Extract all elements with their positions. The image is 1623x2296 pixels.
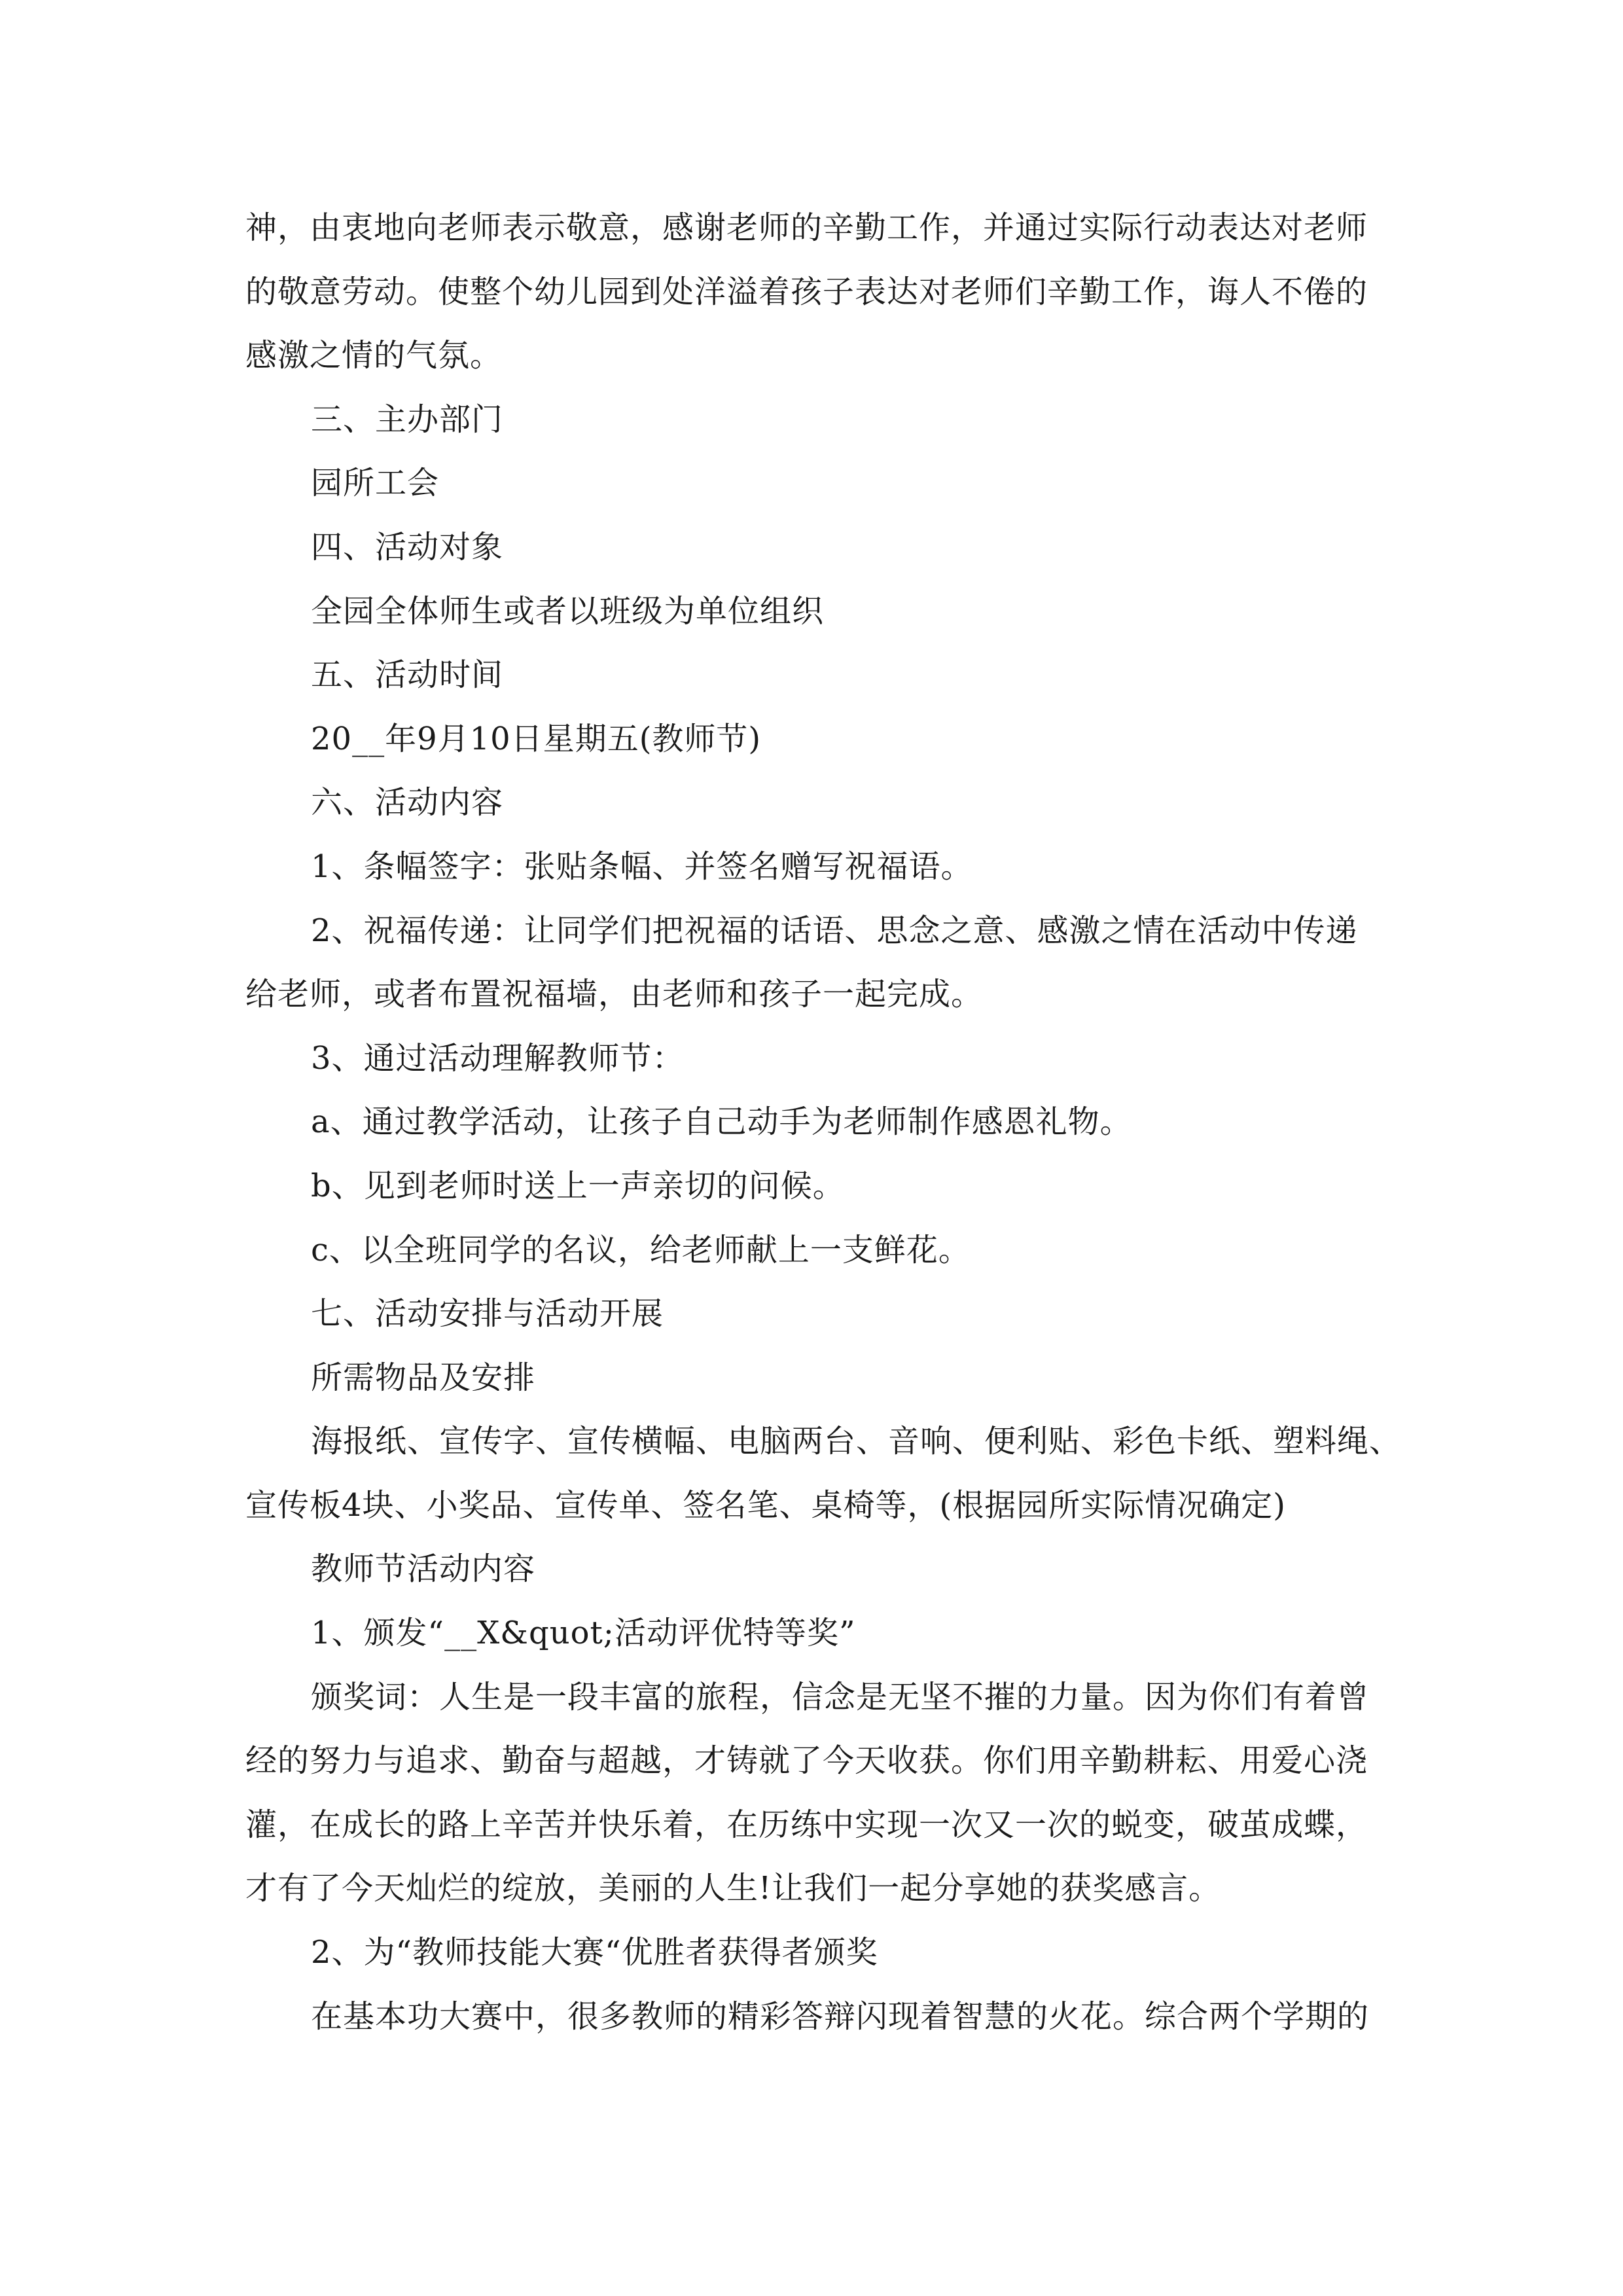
section-heading: 三、主办部门 xyxy=(311,401,504,438)
text-line: 灌，在成长的路上辛苦并快乐着，在历练中实现一次又一次的蜕变，破茧成蝶， xyxy=(245,1806,1368,1843)
text-line: 才有了今天灿烂的绽放，美丽的人生!让我们一起分享她的获奖感言。 xyxy=(245,1870,1221,1907)
list-item: c、以全班同学的名议，给老师献上一支鲜花。 xyxy=(311,1231,971,1268)
list-item: 2、为“教师技能大赛“优胜者获得者颁奖 xyxy=(311,1934,878,1971)
text-line: 园所工会 xyxy=(311,465,440,502)
text-line: 颁奖词：人生是一段丰富的旅程，信念是无坚不摧的力量。因为你们有着曾 xyxy=(311,1678,1370,1715)
text-line: 神，由衷地向老师表示敬意，感谢老师的辛勤工作，并通过实际行动表达对老师 xyxy=(245,209,1368,246)
list-item: a、通过教学活动，让孩子自己动手为老师制作感恩礼物。 xyxy=(311,1103,1132,1141)
section-heading: 四、活动对象 xyxy=(311,528,504,565)
section-heading: 七、活动安排与活动开展 xyxy=(311,1295,664,1333)
list-item: 1、条幅签字：张贴条幅、并签名赠写祝福语。 xyxy=(311,848,973,885)
list-item: 1、颁发“__X&quot;活动评优特等奖” xyxy=(311,1615,856,1652)
text-line: 所需物品及安排 xyxy=(311,1359,536,1396)
document-body xyxy=(245,196,1402,2049)
text-line: 感激之情的气氛。 xyxy=(245,337,503,374)
text-line: 20__年9月10日星期五(教师节) xyxy=(311,720,762,757)
text-line: 宣传板4块、小奖品、宣传单、签名笔、桌椅等，(根据园所实际情况确定) xyxy=(245,1486,1286,1524)
text-line: 全园全体师生或者以班级为单位组织 xyxy=(311,592,825,630)
list-item: 3、通过活动理解教师节： xyxy=(311,1039,685,1077)
text-line: 海报纸、宣传字、宣传横幅、电脑两台、音响、便利贴、彩色卡纸、塑料绳、 xyxy=(311,1423,1402,1460)
text-line: 的敬意劳动。使整个幼儿园到处洋溢着孩子表达对老师们辛勤工作，诲人不倦的 xyxy=(245,273,1368,310)
text-line: 经的努力与追求、勤奋与超越，才铸就了今天收获。你们用辛勤耕耘、用爱心浇 xyxy=(245,1742,1368,1780)
section-heading: 五、活动时间 xyxy=(311,656,504,694)
list-item: b、见到老师时送上一声亲切的问候。 xyxy=(311,1167,845,1204)
list-item: 2、祝福传递：让同学们把祝福的话语、思念之意、感激之情在活动中传递 xyxy=(311,912,1358,949)
section-heading: 六、活动内容 xyxy=(311,784,504,821)
text-line: 在基本功大赛中，很多教师的精彩答辩闪现着智慧的火花。综合两个学期的 xyxy=(311,1998,1370,2035)
text-line: 教师节活动内容 xyxy=(311,1551,536,1588)
text-line: 给老师，或者布置祝福墙，由老师和孩子一起完成。 xyxy=(245,976,984,1013)
